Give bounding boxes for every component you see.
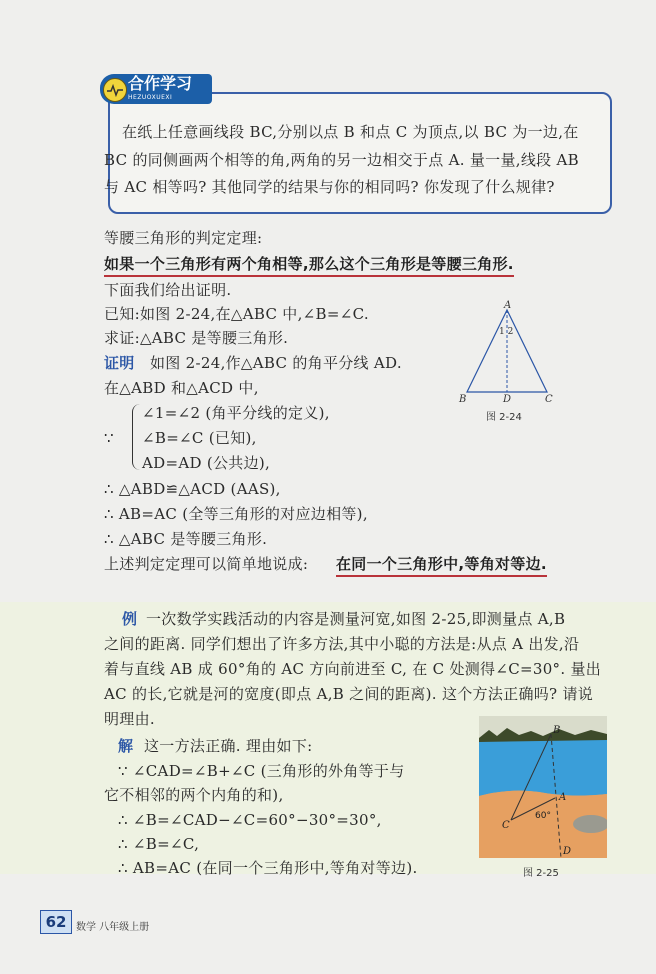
proof-given: 已知:如图 2-24,在△ABC 中,∠B=∠C.	[104, 305, 369, 323]
example-line: 着与直线 AB 成 60°角的 AC 方向前进至 C, 在 C 处测得∠C=30°. 量出	[104, 660, 602, 678]
summary-statement: 在同一个三角形中,等角对等边.	[336, 554, 547, 577]
summary-prefix: 上述判定定理可以简单地说成:	[104, 555, 309, 573]
theorem-statement: 如果一个三角形有两个角相等,那么这个三角形是等腰三角形.	[104, 254, 514, 277]
example-label: 例	[122, 610, 138, 628]
photo-label-b: B	[553, 725, 561, 736]
coop-text-line: 在纸上任意画线段 BC,分别以点 B 和点 C 为顶点,以 BC 为一边,在	[122, 123, 579, 141]
brace-line: ∠1=∠2 (角平分线的定义),	[142, 404, 330, 422]
proof-step: 如图 2-24,作△ABC 的角平分线 AD.	[150, 354, 402, 372]
photo-angle-label: 60°	[535, 811, 551, 821]
theorem-intro: 等腰三角形的判定定理:	[104, 229, 263, 247]
proof-conclusion: ∴ △ABD≌△ACD (AAS),	[104, 480, 281, 498]
label-b: B	[459, 394, 467, 404]
proof-conclusion: ∴ AB=AC (全等三角形的对应边相等),	[104, 505, 368, 523]
angle-labels: 1 2	[499, 327, 514, 337]
solution-line: ∴ AB=AC (在同一个三角形中,等角对等边).	[118, 859, 418, 877]
example-line: 一次数学实践活动的内容是测量河宽,如图 2-25,即测量点 A,B	[146, 610, 566, 628]
label-c: C	[545, 394, 553, 404]
cooperative-learning-subtitle: HEZUOXUEXI	[128, 94, 173, 101]
solution-line: ∴ ∠B=∠CAD−∠C=60°−30°=30°,	[118, 811, 382, 829]
label-d: D	[503, 394, 512, 404]
proof-lead: 下面我们给出证明.	[104, 281, 232, 299]
solution-label: 解	[118, 737, 134, 755]
example-line: 之间的距离. 同学们想出了许多方法,其中小聪的方法是:从点 A 出发,沿	[104, 635, 580, 653]
solution-line: 这一方法正确. 理由如下:	[144, 737, 313, 755]
book-title: 数学 八年级上册	[76, 922, 150, 933]
solution-line: ∴ ∠B=∠C,	[118, 835, 200, 853]
brace-line: ∠B=∠C (已知),	[142, 429, 257, 447]
coop-text-line: 与 AC 相等吗? 其他同学的结果与你的相同吗? 你发现了什么规律?	[104, 178, 555, 196]
coop-text-line: BC 的同侧画两个相等的角,两角的另一边相交于点 A. 量一量,线段 AB	[104, 151, 579, 169]
figure-2-24-caption: 图 2-24	[486, 412, 522, 423]
figure-2-24	[455, 298, 565, 404]
solution-line: ∵ ∠CAD=∠B+∠C (三角形的外角等于与	[118, 762, 405, 780]
brace-line: AD=AD (公共边),	[142, 454, 271, 472]
because-symbol: ∵	[104, 429, 114, 447]
photo-label-a: A	[559, 792, 567, 803]
pulse-icon	[103, 78, 127, 102]
proof-label: 证明	[104, 354, 135, 372]
brace	[132, 404, 141, 470]
example-line: AC 的长,它就是河的宽度(即点 A,B 之间的距离). 这个方法正确吗? 请说	[104, 685, 594, 703]
photo-label-c: C	[502, 820, 510, 831]
example-line: 明理由.	[104, 710, 155, 728]
page-number: 62	[40, 910, 72, 934]
figure-2-25-caption: 图 2-25	[523, 868, 559, 879]
figure-2-25-photo	[479, 716, 607, 858]
photo-label-d: D	[563, 846, 572, 857]
proof-step: 在△ABD 和△ACD 中,	[104, 379, 259, 397]
label-a: A	[504, 300, 512, 311]
cooperative-learning-title: 合作学习	[128, 74, 193, 93]
solution-line: 它不相邻的两个内角的和),	[104, 786, 284, 804]
proof-prove: 求证:△ABC 是等腰三角形.	[104, 329, 289, 347]
proof-conclusion: ∴ △ABC 是等腰三角形.	[104, 530, 268, 548]
